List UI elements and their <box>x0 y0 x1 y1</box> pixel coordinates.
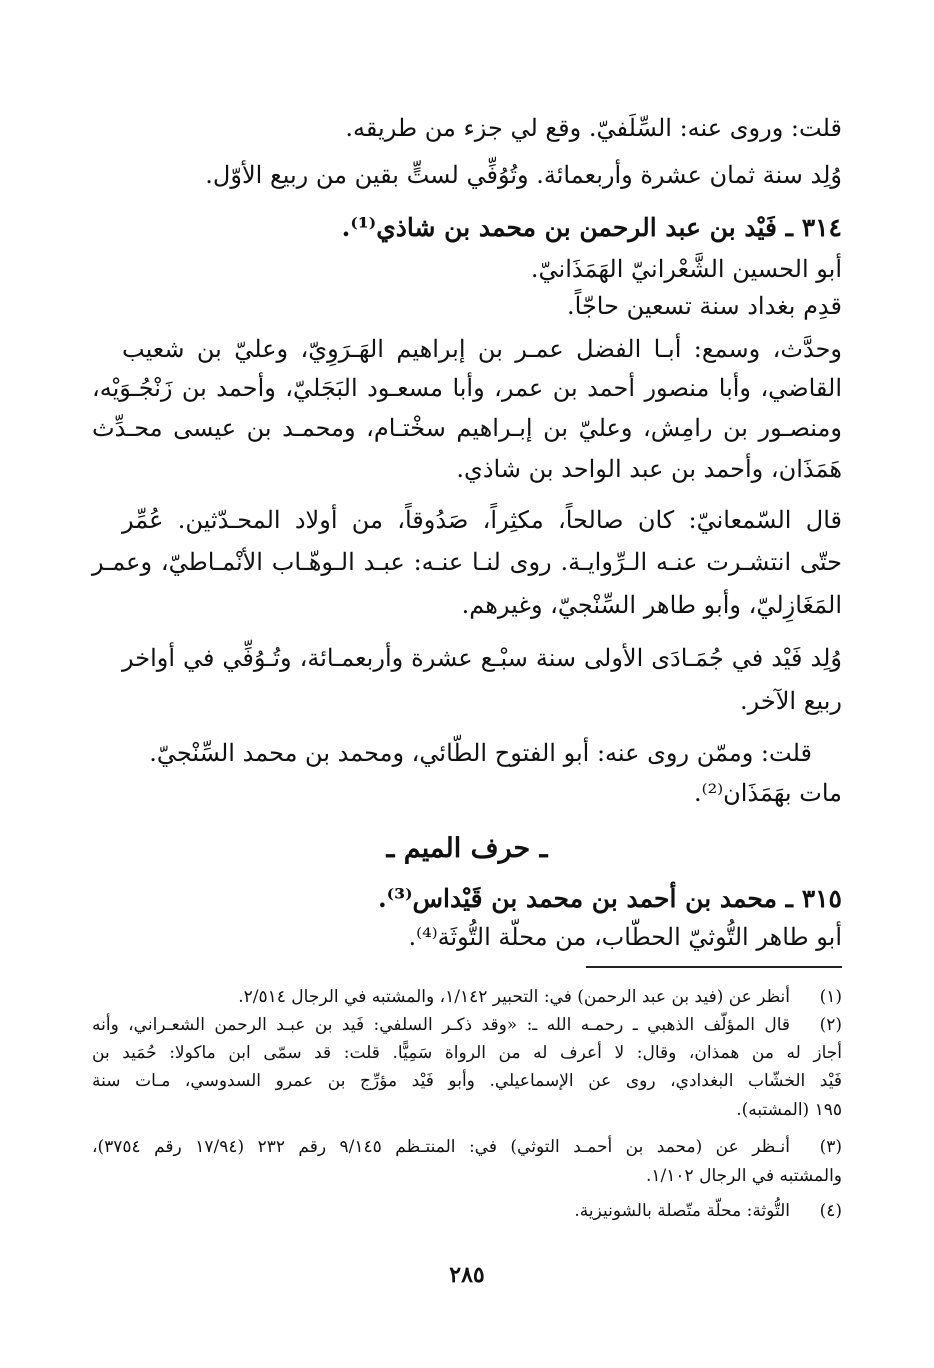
text-line: وحدَّث، وسمع: أبـا الفضل عمـر بن إبراهيم الهَـرَوِيّ، وعليّ بن شعيب <box>122 335 842 363</box>
section-heading: ـ حرف الميم ـ <box>386 833 548 864</box>
text-line: القاضي، وأبا منصور أحمد بن عمر، وأبا مسعـود البَجَليّ، وأحمد بن زَنْجُـوَيْه، <box>92 374 843 402</box>
footnote-text: والمشتبه في الرجال ١/١٠٢. <box>646 1166 842 1186</box>
footnote-number: (٤) <box>819 1201 842 1221</box>
page-number: ٢٨٥ <box>449 1262 485 1288</box>
footnote-text: فَيْد الخشّاب البغدادي، روى عن الإسماعيلي. وأبو فَيْد مؤرِّج بن عمرو السدوسي، مـات سنة <box>92 1071 842 1091</box>
footnote <box>92 1012 842 1039</box>
footnote <box>92 984 842 1011</box>
text-line: ربيع الآخر. <box>740 687 842 715</box>
text-line: ومنصـور بن رامِش، وعليّ بن إبـراهيم سخْتـام، ومحمـد بن عيسى محـدِّث <box>92 414 842 442</box>
entry-heading: ٣١٤ ـ فَيْد بن عبد الرحمن بن محمد بن شاذي⁽¹⁾. <box>341 213 842 242</box>
footnote-text: ١٩٥ (المشتبه). <box>736 1100 842 1120</box>
footnote-text: أجاز له من همذان، وقال: لا أعرف له من الرواة سَمِيًّا. قلت: قد سمّى ابن ماكولا: حُمَيد بن <box>92 1043 842 1063</box>
footnote <box>92 1198 842 1225</box>
text-line: المَغَازِليّ، وأبو طاهر السِّنْجيّ، وغيرهم. <box>461 591 842 619</box>
text-line: أبو الحسين الشَّعْرانيّ الهَمَذَانيّ. <box>530 255 842 283</box>
footnote-text: قال المؤلّف الذهبي ـ رحمـه الله ـ: «وقد ذكـر السلفي: فَيد بن عبـد الرحمن الشعـراني، وأنه <box>92 1015 790 1035</box>
text-line: قال السّمعانيّ: كان صالحاً، مكثِراً، صَدُوقاً، من أولاد المحـدّثين. عُمِّر <box>122 506 842 534</box>
text-line: هَمَذَان، وأحمد بن عبد الواحد بن شاذي. <box>456 455 842 483</box>
text-line: أبو طاهر التُّوثيّ الحطّاب، من محلّة التُّوثَة⁽⁴⁾. <box>408 923 842 951</box>
text-line: مات بهَمَذَان⁽²⁾. <box>694 779 842 807</box>
text-line: قلت: وروى عنه: السِّلَفيّ. وقع لي جزء من طريقه. <box>345 114 842 142</box>
text-line: حتّى انتشـرت عنـه الـرِّوايـة. روى لنـا عنـه: عبـد الـوهّـاب الأنْمـاطيّ، وعمـر <box>92 548 842 576</box>
footnote-text: أنظر عن (فيد بن عبد الرحمن) في: التحبير ١/١٤٢، والمشتبه في الرجال ٢/٥١٤. <box>238 987 790 1007</box>
footnote-text: أنـظر عن (محمد بن أحمـد التوثي) في: المنتـظم ٩/١٤٥ رقم ٢٣٢ (١٧/٩٤ رقم ٣٧٥٤)، <box>92 1137 790 1157</box>
text-line: قلت: وممّن روى عنه: أبو الفتوح الطّائي، ومحمد بن محمد السِّنْجيّ. <box>149 739 812 767</box>
text-line: وُلِد فَيْد في جُمَـادَى الأولى سنة سبْـع عشرة وأربعمـائة، وتُـوُفِّي في أواخر <box>122 644 842 672</box>
footnote <box>92 1134 842 1161</box>
text-line: وُلِد سنة ثمان عشرة وأربعمائة. وتُوُفِّي لستٍّ بقين من ربيع الأوّل. <box>205 161 842 189</box>
entry-heading: ٣١٥ ـ محمد بن أحمد بن محمد بن قَيْداس⁽³⁾. <box>377 884 842 913</box>
footnote-text: التُّوثة: محلّة متّصلة بالشونيزية. <box>574 1201 790 1221</box>
text-line: قدِم بغداد سنة تسعين حاجّاً. <box>567 292 842 320</box>
footnote-divider <box>586 966 842 968</box>
footnote-number: (١) <box>819 987 842 1007</box>
footnote-number: (٢) <box>819 1015 842 1035</box>
footnote-number: (٣) <box>819 1137 842 1157</box>
